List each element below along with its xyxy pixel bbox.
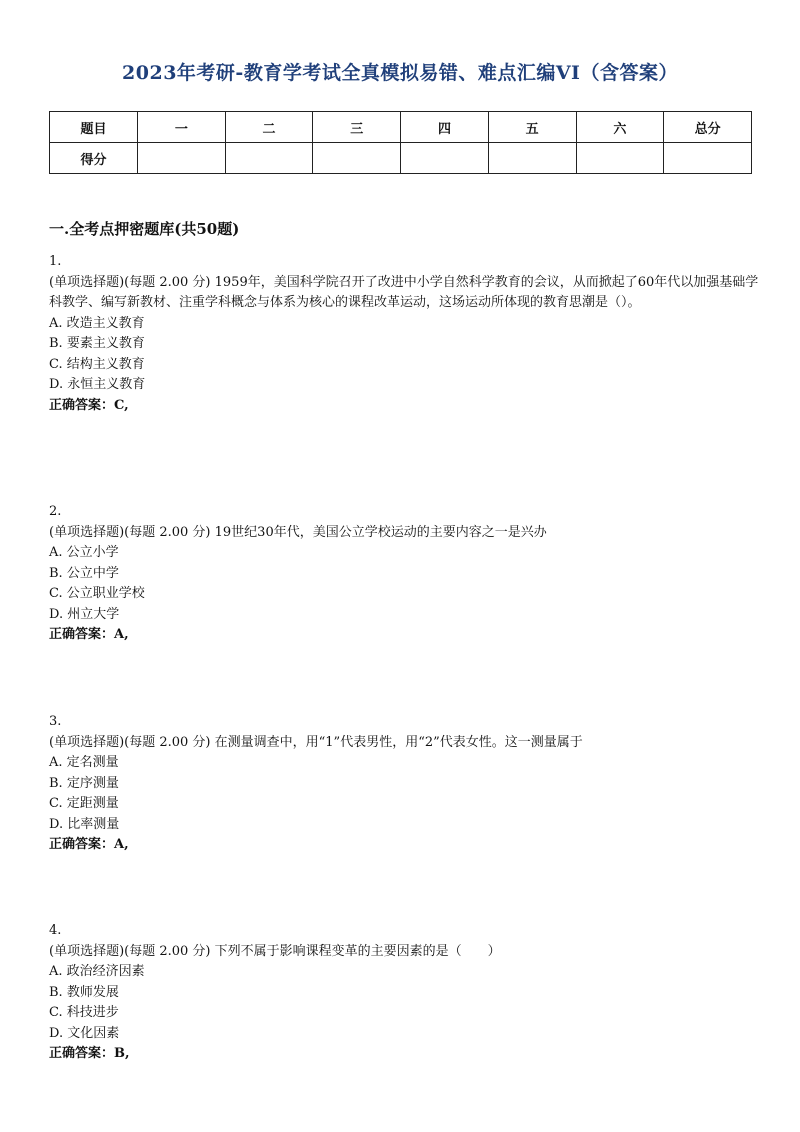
option-d: D. 永恒主义教育 (49, 377, 146, 392)
score-cell (313, 143, 401, 174)
score-cell (138, 143, 226, 174)
score-header-cell: 五 (488, 112, 576, 143)
score-header-cell: 总分 (664, 112, 752, 143)
option-a: A. 改造主义教育 (49, 315, 145, 331)
question-stem: (单项选择题)(每题 2.00 分) 1959年，美国科学院召开了改进中小学自然科学教育的会议，从而掀起了60年代以加强基础学科教学、编写新教材、注重学科概念与体系为核心的课程改革运动，这场运动所体现的教育思潮是（）。 (49, 274, 759, 310)
question-number: 3. (49, 714, 62, 729)
score-header-cell: 四 (401, 112, 489, 143)
question-number: 1. (49, 254, 62, 269)
score-table (49, 111, 752, 174)
score-cell (576, 143, 664, 174)
question-stem: (单项选择题)(每题 2.00 分) 在测量调查中，用“1”代表男性，用“2”代表女性。这一测量属于 (49, 734, 583, 750)
question-2 (49, 502, 759, 646)
correct-answer: 正确答案：C, (49, 397, 129, 413)
option-d: D. 州立大学 (49, 606, 120, 622)
correct-answer: 正确答案：A, (49, 627, 129, 642)
score-cell (488, 143, 576, 174)
page-title: 2023年考研-教育学考试全真模拟易错、难点汇编VI（含答案） (122, 62, 678, 84)
score-header-cell: 二 (225, 112, 313, 143)
option-a: A. 公立小学 (49, 545, 119, 560)
question-3 (49, 712, 759, 856)
question-stem: (单项选择题)(每题 2.00 分) 下列不属于影响课程变革的主要因素的是（ ） (49, 943, 501, 959)
option-d: D. 比率测量 (49, 816, 120, 832)
score-table-score-row (50, 143, 752, 174)
option-a: A. 定名测量 (49, 755, 119, 770)
option-b: B. 要素主义教育 (49, 336, 145, 351)
score-header-cell: 三 (313, 112, 401, 143)
score-header-cell: 题目 (50, 112, 138, 143)
option-a: A. 政治经济因素 (49, 964, 145, 979)
question-number: 4. (49, 923, 62, 938)
score-cell (401, 143, 489, 174)
option-b: B. 教师发展 (49, 984, 119, 1000)
question-1 (49, 252, 759, 416)
correct-answer: 正确答案：A, (49, 837, 129, 852)
score-header-cell: 六 (576, 112, 664, 143)
score-cell (664, 143, 752, 174)
score-header-cell: 一 (138, 112, 226, 143)
score-table-header-row (50, 112, 752, 143)
option-c: C. 科技进步 (49, 1005, 119, 1020)
score-row-label: 得分 (50, 143, 138, 174)
option-c: C. 定距测量 (49, 796, 119, 811)
question-4 (49, 921, 759, 1065)
question-stem: (单项选择题)(每题 2.00 分) 19世纪30年代，美国公立学校运动的主要内容之一是兴办 (49, 524, 547, 540)
option-c: C. 结构主义教育 (49, 356, 145, 372)
section-title: 一.全考点押密题库(共50题) (49, 220, 240, 238)
option-d: D. 文化因素 (49, 1025, 120, 1041)
option-b: B. 定序测量 (49, 775, 119, 791)
option-c: C. 公立职业学校 (49, 586, 145, 601)
score-cell (225, 143, 313, 174)
correct-answer: 正确答案：B, (49, 1046, 130, 1061)
question-number: 2. (49, 504, 62, 519)
option-b: B. 公立中学 (49, 565, 119, 581)
